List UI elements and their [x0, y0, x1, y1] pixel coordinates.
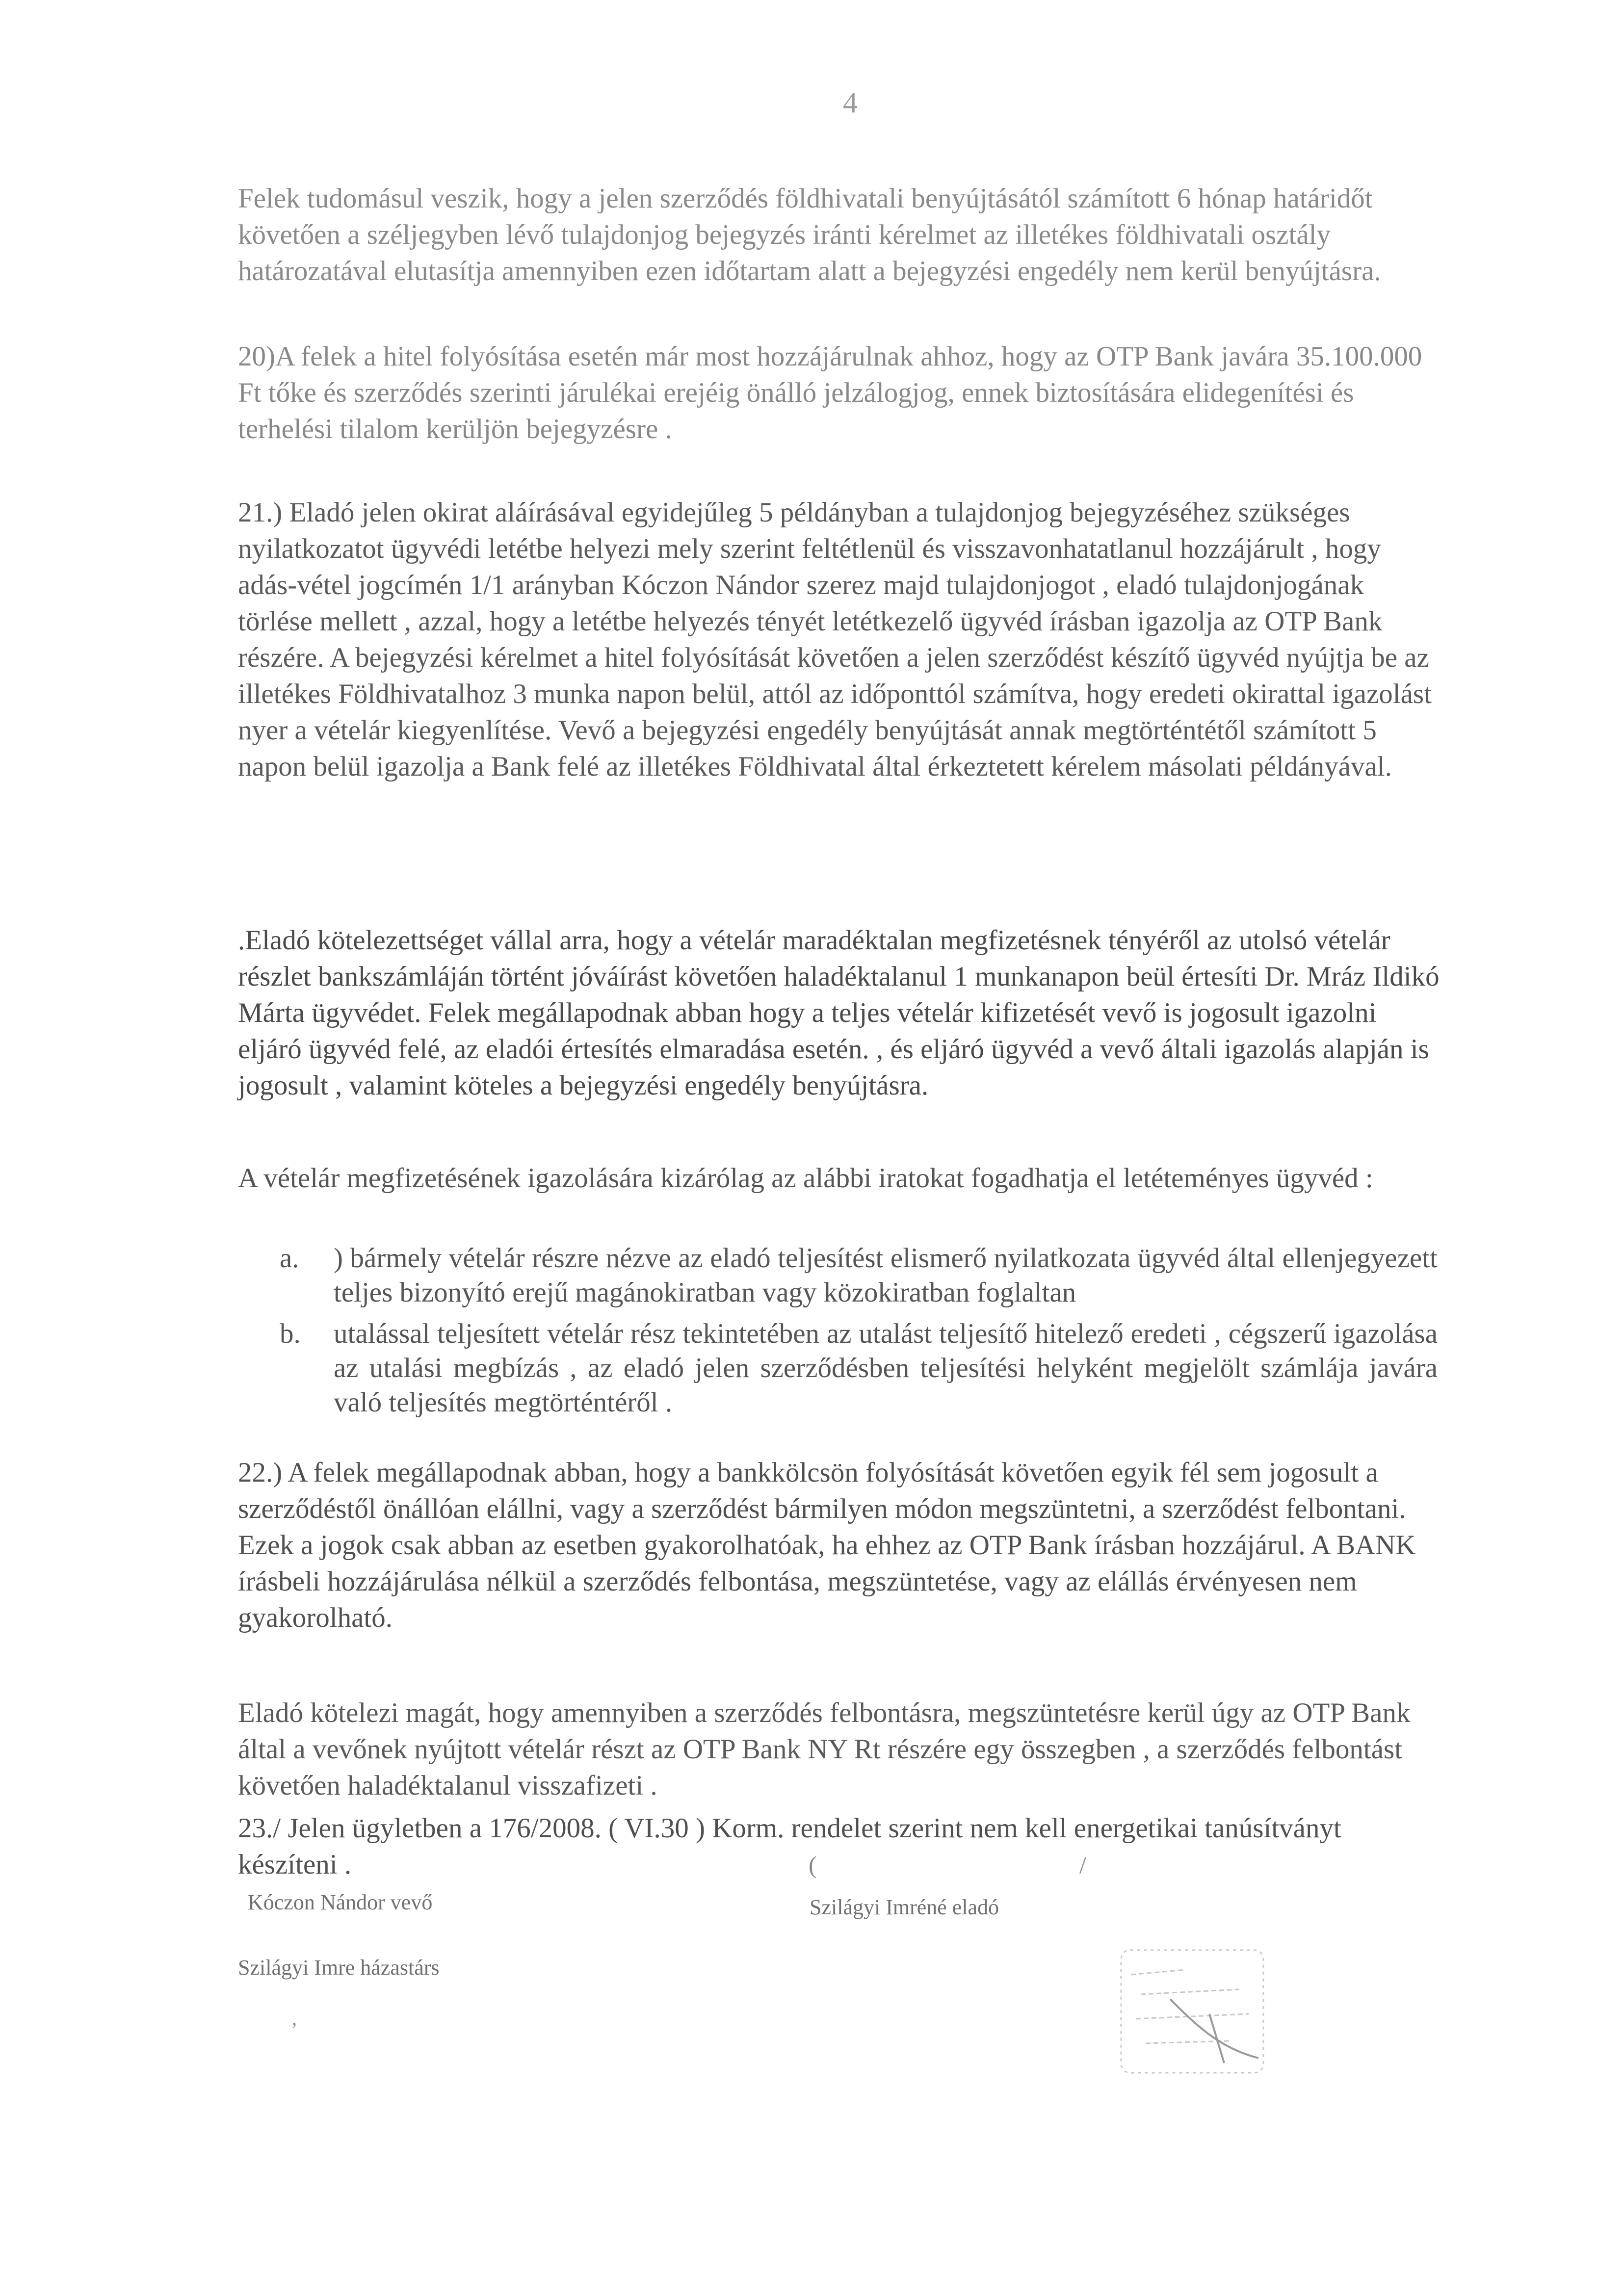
list-item-text: utalással teljesített vételár rész tekintetében az utalást teljesítő hitelező eredeti , cégszerű igazolása az utalási megbízás , az eladó jelen szerződésben teljesítési helyként megjelölt számlája javára való teljesítés megtörténtéről . — [334, 1318, 1438, 1418]
paragraph-repayment: Eladó kötelezi magát, hogy amennyiben a szerződés felbontásra, megszüntetésre kerül úgy az OTP Bank által a vevőnek nyújtott vételár részt az OTP Bank NY Rt részére egy összegben , a szerződés felbontást követően haladéktalanul visszafizeti . — [238, 1697, 1411, 1801]
paragraph-21-escrow: 21.) Eladó jelen okirat aláírásával egyidejűleg 5 példányban a tulajdonjog bejegyzéséhez szükséges nyilatkozatot ügyvédi letétbe helyezi mely szerint feltétlenül és visszavonhatatlanul hozzájárult , hogy adás-vétel jogcímén 1/1 arányban Kóczon Nándor szerez majd tulajdonjogot , eladó tulajdonjogának törlése mellett , azzal, hogy a letétbe helyezés tényét letétkezelő ügyvéd írásban igazolja az OTP Bank részére. A bejegyzési kérelmet a hitel folyósítását követően a jelen szerződést készítő ügyvéd nyújtja be az illetékes Földhivatalhoz 3 munka napon belül, attól az időponttól számítva, hogy eredeti okirattal igazolást nyer a vételár kiegyenlítése. Vevő a bejegyzési engedély benyújtását annak megtörténtétől számított 5 napon belül igazolja a Bank felé az illetékes Földhivatal által érkeztetett kérelem másolati példányával. — [238, 497, 1432, 782]
signature-spouse: Szilágyi Imre házastárs — [238, 1956, 440, 1980]
pen-mark: ( — [809, 1851, 817, 1879]
paragraph-deadline: Felek tudomásul veszik, hogy a jelen szerződés földhivatali benyújtásától számított 6 hónap határidőt követően a széljegyben lévő tulajdonjog bejegyzés iránti kérelmet az illetékes földhivatali osztály határozatával elutasítja amennyiben ezen időtartam alatt a bejegyzési engedély nem kerül benyújtásra. — [238, 183, 1381, 287]
list-marker: b. — [280, 1318, 301, 1349]
list-item-text: ) bármely vételár részre nézve az eladó teljesítést elismerő nyilatkozata ügyvéd által ellenjegyezett teljes bizonyító erejű magánokiratban vagy közokiratban foglaltan — [334, 1243, 1438, 1308]
pen-mark: , — [292, 2007, 297, 2029]
signature-buyer: Kóczon Nándor vevő — [248, 1890, 433, 1914]
list-marker: a. — [280, 1243, 299, 1274]
paragraph-20-mortgage: 20)A felek a hitel folyósítása esetén már most hozzájárulnak ahhoz, hogy az OTP Bank javára 35.100.000 Ft tőke és szerződés szerinti járulékai erejéig önálló jelzálogjog, ennek biztosítására elidegenítési és terhelési tilalom kerüljön bejegyzésre . — [238, 341, 1422, 444]
lawyer-stamp-icon — [1111, 1940, 1273, 2087]
pen-mark: / — [1079, 1851, 1086, 1879]
signature-seller: Szilágyi Imréné eladó — [810, 1895, 999, 1919]
list-item — [280, 1241, 1438, 1310]
paragraph-23-energy-certificate: 23./ Jelen ügyletben a 176/2008. ( VI.30 ) Korm. rendelet szerint nem kell energetikai tanúsítványt készíteni . — [238, 1813, 1341, 1880]
proof-documents-list — [280, 1241, 1438, 1427]
paragraph-22-no-withdrawal: 22.) A felek megállapodnak abban, hogy a bankkölcsön folyósítását követően egyik fél sem jogosult a szerződéstől önállóan elállni, vagy a szerződést bármilyen módon megszüntetni, a szerződést felbontani. Ezek a jogok csak abban az esetben gyakorolhatóak, ha ehhez az OTP Bank írásban hozzájárul. A BANK írásbeli hozzájárulása nélkül a szerződés felbontása, megszüntetése, vagy az elállás érvényesen nem gyakorolható. — [238, 1457, 1416, 1633]
page-number: 4 — [843, 86, 858, 119]
list-item — [280, 1317, 1438, 1420]
paragraph-proof-of-payment: A vételár megfizetésének igazolására kizárólag az alábbi iratokat fogadhatja el letéteményes ügyvéd : — [238, 1163, 1373, 1194]
paragraph-seller-notification: .Eladó kötelezettséget vállal arra, hogy a vételár maradéktalan megfizetésnek tényéről az utolsó vételár részlet bankszámláján történt jóváírást követően haladéktalanul 1 munkanapon beül értesíti Dr. Mráz Ildikó Márta ügyvédet. Felek megállapodnak abban hogy a teljes vételár kifizetését vevő is jogosult igazolni eljáró ügyvéd felé, az eladói értesítés elmaradása esetén. , és eljáró ügyvéd a vevő általi igazolás alapján is jogosult , valamint köteles a bejegyzési engedély benyújtásra. — [238, 925, 1440, 1101]
